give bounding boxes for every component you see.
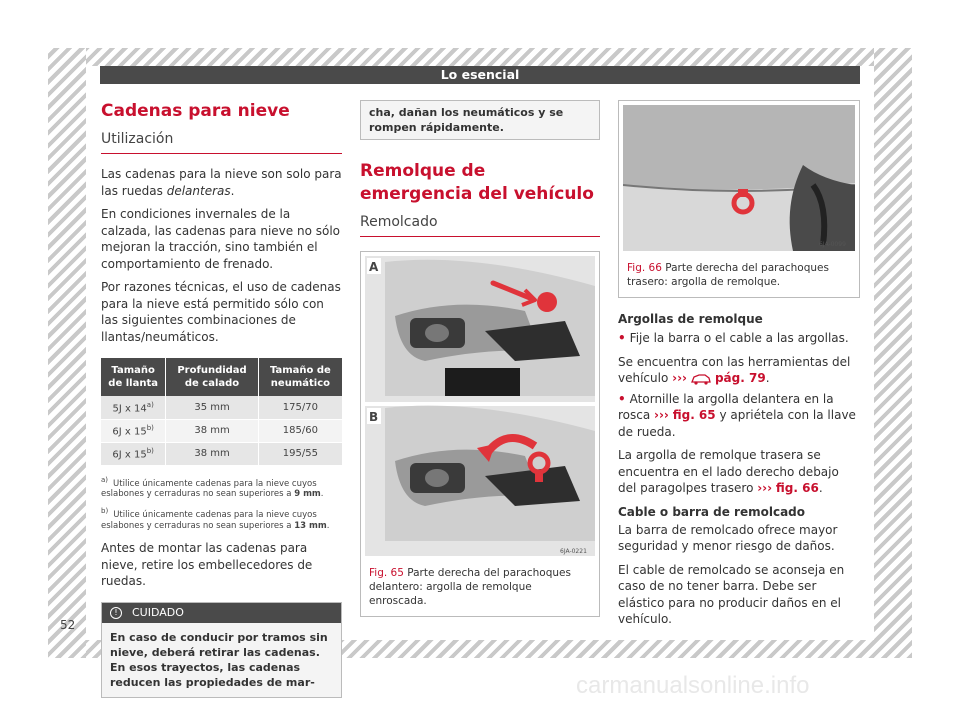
- fig-label-b: B: [369, 410, 379, 424]
- fig-label-a: A: [369, 260, 379, 274]
- subheading-tow-eyes: Argollas de remolque: [618, 312, 763, 326]
- table-row: [101, 419, 342, 442]
- figure-66: [618, 100, 860, 298]
- column-middle: [360, 100, 600, 617]
- column-left: [101, 100, 342, 698]
- paragraph: La barra de remolcado ofrece mayor seguridad y menor riesgo de daños.: [618, 522, 838, 553]
- paragraph: Por razones técnicas, el uso de cadenas para la nieve está permitido sólo con las siguientes combinaciones de llantas/neumáticos.: [101, 280, 341, 344]
- table-cell: 38 mm: [166, 442, 259, 465]
- caution-header: [102, 603, 341, 623]
- fig-code: 6JA-0099: [819, 241, 846, 248]
- table-row: [101, 442, 342, 465]
- hatch-border-top: [48, 48, 912, 66]
- subsection-title: Utilización: [101, 131, 342, 154]
- paragraph: Se encuentra con las herramientas del vehículo ››› pág. 79.: [618, 354, 851, 385]
- subsection-title: Remolcado: [360, 214, 600, 237]
- car-tools-icon: [690, 373, 712, 385]
- table-cell: 6J x 15$^{b)}$: [101, 419, 166, 442]
- table-cell: 38 mm: [166, 419, 259, 442]
- figure-caption: Fig. 65 Parte derecha del parachoques delantero: argolla de remolque enroscada.: [369, 567, 571, 607]
- caution-label: CUIDADO: [132, 606, 184, 620]
- figure-65: [360, 251, 600, 617]
- rear-bumper-illustration: [623, 105, 855, 251]
- exclamation-icon: !: [110, 607, 122, 619]
- table-header: Tamaño de llanta: [101, 358, 166, 396]
- footnote-a: $^{a)}$ Utilice únicamente cadenas para la nieve cuyos eslabones y cerraduras no sean superiores a 9 mm.: [101, 475, 324, 500]
- paragraph: En condiciones invernales de la calzada, las cadenas para nieve no sólo mejoran la tracción, sino también el comportamiento de frenado.: [101, 207, 340, 271]
- section-header: Lo esencial: [100, 66, 860, 84]
- paragraph: El cable de remolcado se aconseja en caso de no tener barra. Debe ser elástico para no producir daños en el vehículo.: [618, 562, 845, 626]
- table-cell: 35 mm: [166, 396, 259, 419]
- table-header: Tamaño de neumático: [258, 358, 342, 396]
- subheading-tow-rope: Cable o barra de remolcado: [618, 504, 806, 519]
- paragraph: Las cadenas para la nieve son solo para las ruedas delanteras.: [101, 167, 342, 198]
- table-cell: 195/55: [258, 442, 342, 465]
- paragraph: La argolla de remolque trasera se encuentra en el lado derecho debajo del paragolpes trasero ››› fig. 66.: [618, 448, 839, 495]
- paragraph: Antes de montar las cadenas para nieve, retire los embellecedores de ruedas.: [101, 541, 313, 589]
- figure-caption: Fig. 66 Parte derecha del parachoques trasero: argolla de remolque.: [627, 262, 829, 288]
- caution-continued: cha, dañan los neumáticos y se rompen rápidamente.: [360, 100, 600, 140]
- hatch-border-left: [48, 48, 86, 658]
- table-cell: 5J x 14$^{a)}$: [101, 396, 166, 419]
- bullet-item: • Atornille la argolla delantera en la rosca ››› fig. 65 y apriétela con la llave de rueda.: [618, 391, 856, 439]
- footnote-b: $^{b)}$ Utilice únicamente cadenas para la nieve cuyos eslabones y cerraduras no sean superiores a 13 mm.: [101, 507, 330, 532]
- page-number: 52: [60, 618, 76, 632]
- bullet-item: • Fije la barra o el cable a las argollas.: [618, 331, 849, 345]
- table-cell: 175/70: [258, 396, 342, 419]
- table-row: [101, 396, 342, 419]
- caution-text: En caso de conducir por tramos sin nieve, deberá retirar las cadenas. En esos trayectos, las cadenas reducen las propiedades de mar-: [110, 630, 328, 689]
- panel-b: [367, 406, 595, 555]
- front-bumper-illustration: [365, 256, 595, 556]
- table-cell: 185/60: [258, 419, 342, 442]
- fig-code: 6JA-0221: [560, 548, 587, 555]
- panel-a: [367, 258, 595, 396]
- watermark: carmanualsonline.info: [576, 672, 810, 699]
- tyre-combination-table: [101, 358, 342, 466]
- section-title: Remolque de emergencia del vehículo: [360, 161, 594, 204]
- column-right: [618, 100, 860, 628]
- caution-box: [101, 602, 342, 698]
- table-header: Profundidad de calado: [166, 358, 259, 396]
- table-cell: 6J x 15$^{b)}$: [101, 442, 166, 465]
- hatch-border-right: [874, 48, 912, 658]
- section-title: Cadenas para nieve: [101, 101, 290, 121]
